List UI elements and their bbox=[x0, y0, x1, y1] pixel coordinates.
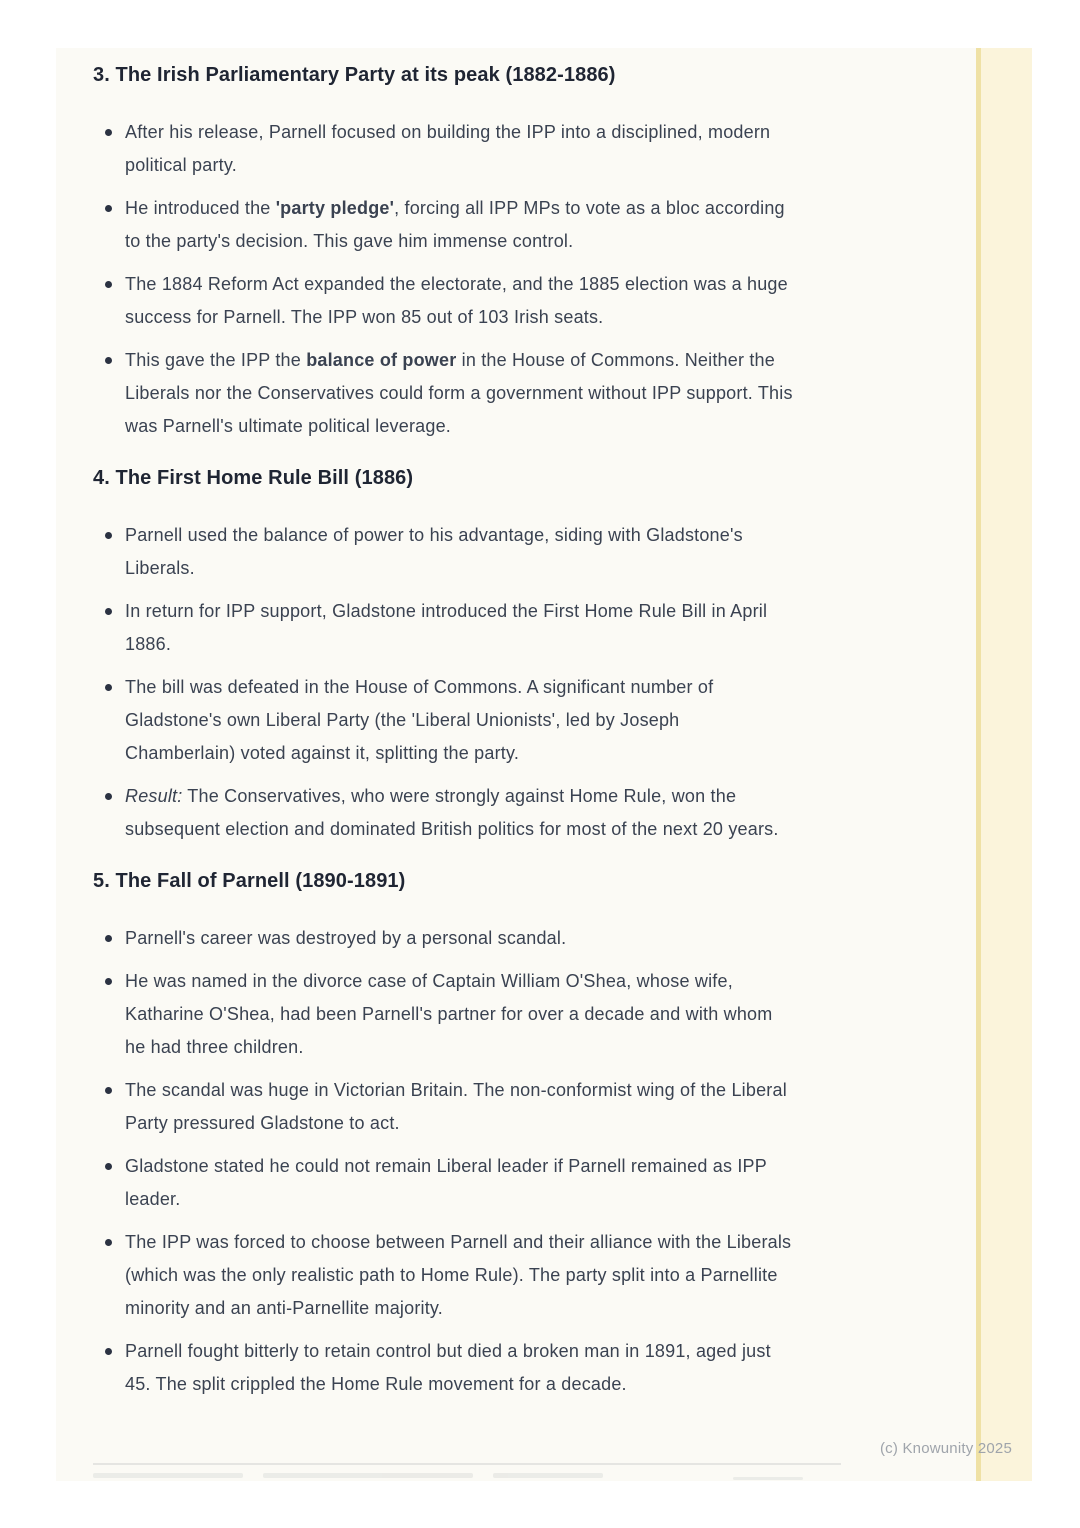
text-run: , forcing all IPP MPs to vote as a bloc according to the party's decision. This gave him immense control. bbox=[125, 198, 785, 251]
text-run: Gladstone stated he could not remain Liberal leader if Parnell remained as IPP leader. bbox=[125, 1156, 767, 1209]
bullet-marker bbox=[105, 684, 112, 691]
bullet-list bbox=[93, 519, 936, 846]
text-run: The scandal was huge in Victorian Britain. The non-conformist wing of the Liberal Party pressured Gladstone to act. bbox=[125, 1080, 787, 1133]
bullet-item bbox=[93, 1226, 795, 1325]
bullet-list bbox=[93, 922, 936, 1401]
clipped-text-fragment bbox=[263, 1473, 473, 1478]
text-run: Parnell fought bitterly to retain control but died a broken man in 1891, aged just 45. The split crippled the Home Rule movement for a decade. bbox=[125, 1341, 771, 1394]
bullet-item bbox=[93, 344, 795, 443]
text-run: In return for IPP support, Gladstone introduced the First Home Rule Bill in April 1886. bbox=[125, 601, 768, 654]
bullet-marker bbox=[105, 935, 112, 942]
bullet-marker bbox=[105, 608, 112, 615]
text-run: Parnell's career was destroyed by a personal scandal. bbox=[125, 928, 567, 948]
bullet-list bbox=[93, 116, 936, 443]
bullet-marker bbox=[105, 1348, 112, 1355]
text-run: He introduced the bbox=[125, 198, 276, 218]
bullet-item bbox=[93, 965, 795, 1064]
page-edge-stripe bbox=[976, 48, 1032, 1481]
bullet-marker bbox=[105, 129, 112, 136]
text-run: 'party pledge' bbox=[275, 198, 395, 218]
bullet-marker bbox=[105, 1163, 112, 1170]
text-run: balance of power bbox=[306, 350, 457, 370]
text-run: in the House of Commons. Neither the Liberals nor the Conservatives could form a government without IPP support. This was Parnell's ultimate political leverage. bbox=[125, 350, 793, 436]
bullet-marker bbox=[105, 978, 112, 985]
text-run: He was named in the divorce case of Captain William O'Shea, whose wife, Katharine O'Shea, had been Parnell's partner for over a decade and with whom he had three children. bbox=[125, 971, 773, 1057]
bullet-item bbox=[93, 192, 795, 258]
note-card bbox=[56, 48, 976, 1481]
bullet-item bbox=[93, 922, 795, 955]
text-run: This gave the IPP the bbox=[125, 350, 307, 370]
section bbox=[93, 465, 936, 846]
text-run: The bill was defeated in the House of Commons. A significant number of Gladstone's own Liberal Party (the 'Liberal Unionists', led by Joseph Chamberlain) voted against it, splitting the party. bbox=[125, 677, 714, 763]
bullet-item bbox=[93, 268, 795, 334]
bullet-marker bbox=[105, 357, 112, 364]
bullet-marker bbox=[105, 281, 112, 288]
copyright-watermark: (c) Knowunity 2025 bbox=[879, 1440, 1012, 1457]
bullet-item bbox=[93, 519, 795, 585]
bullet-marker bbox=[105, 1239, 112, 1246]
bullet-item bbox=[93, 780, 795, 846]
section-heading: 5. The Fall of Parnell (1890-1891) bbox=[93, 870, 406, 892]
text-run: Parnell used the balance of power to his advantage, siding with Gladstone's Liberals. bbox=[125, 525, 743, 578]
clipped-text-fragment bbox=[493, 1473, 603, 1478]
section-heading: 3. The Irish Parliamentary Party at its peak (1882-1886) bbox=[93, 64, 616, 86]
text-run: The IPP was forced to choose between Parnell and their alliance with the Liberals (which was the only realistic path to Home Rule). The party split into a Parnellite minority and an anti-Parnellite majority. bbox=[125, 1232, 792, 1318]
bullet-item bbox=[93, 671, 795, 770]
section-heading: 4. The First Home Rule Bill (1886) bbox=[93, 467, 414, 489]
bullet-marker bbox=[105, 1087, 112, 1094]
section bbox=[93, 62, 936, 443]
clipped-next-section-text bbox=[93, 1473, 853, 1479]
bullet-item bbox=[93, 595, 795, 661]
clipped-text-fragment bbox=[733, 1477, 803, 1480]
bullet-item bbox=[93, 1335, 795, 1401]
bullet-marker bbox=[105, 532, 112, 539]
text-run: Result: bbox=[125, 786, 183, 806]
text-run: The 1884 Reform Act expanded the electorate, and the 1885 election was a huge success for Parnell. The IPP won 85 out of 103 Irish seats. bbox=[125, 274, 788, 327]
text-run: After his release, Parnell focused on building the IPP into a disciplined, modern political party. bbox=[125, 122, 771, 175]
bullet-marker bbox=[105, 205, 112, 212]
section bbox=[93, 868, 936, 1401]
bullet-item bbox=[93, 1074, 795, 1140]
bullet-marker bbox=[105, 793, 112, 800]
document-body bbox=[56, 48, 976, 1401]
text-run: The Conservatives, who were strongly against Home Rule, won the subsequent election and dominated British politics for most of the next 20 years. bbox=[125, 786, 779, 839]
bullet-item bbox=[93, 1150, 795, 1216]
clipped-text-fragment bbox=[93, 1473, 243, 1478]
bullet-item bbox=[93, 116, 795, 182]
section-divider bbox=[93, 1463, 841, 1465]
